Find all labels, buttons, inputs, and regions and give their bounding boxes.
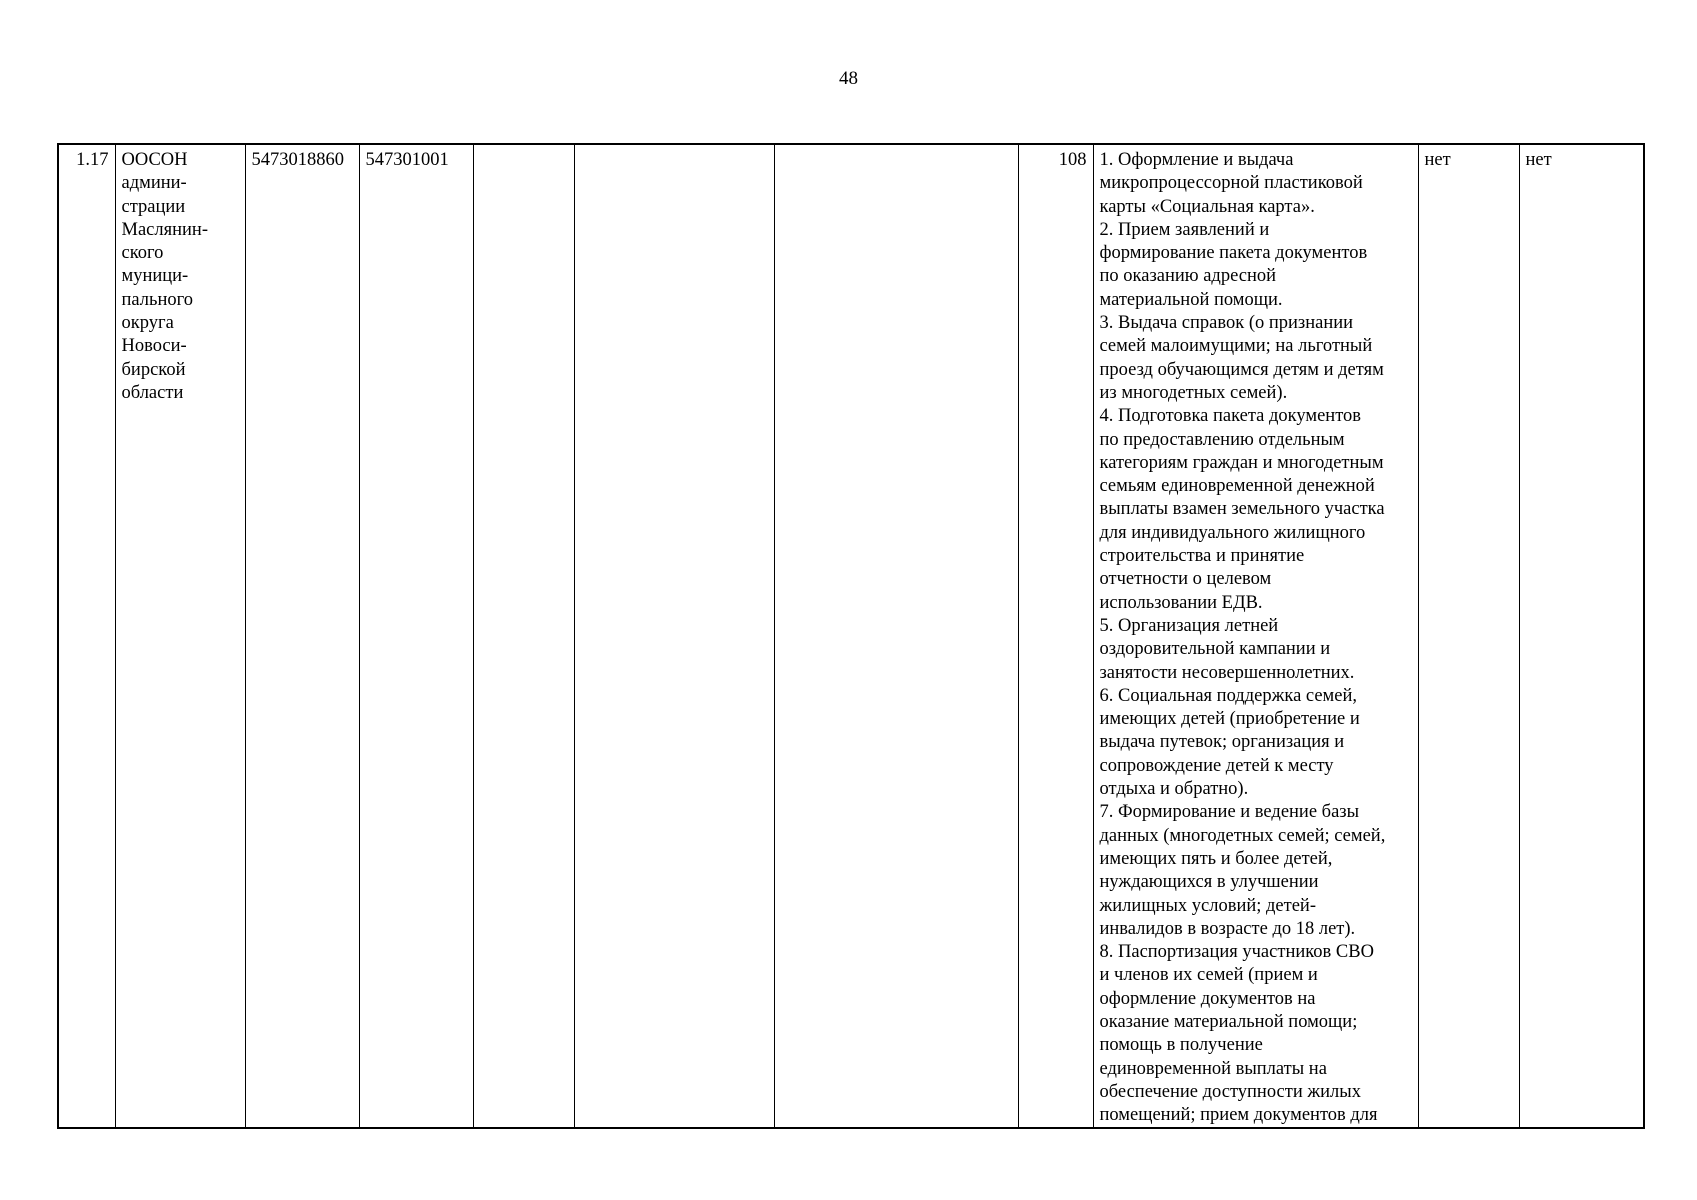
service-line: по предоставлению отдельным: [1099, 429, 1345, 450]
service-line: проезд обучающимся детям и детям: [1099, 359, 1384, 380]
table-row: [58, 144, 1644, 1128]
service-line: семей малоимущими; на льготный: [1099, 336, 1373, 357]
service-line: по оказанию адресной: [1099, 266, 1277, 287]
service-line: материальной помощи.: [1099, 289, 1283, 310]
organization-line: ского: [121, 243, 164, 264]
service-line: помощь в получение: [1099, 1035, 1263, 1056]
service-line: 5. Организация летней: [1099, 615, 1279, 636]
service-line: 7. Формирование и ведение базы: [1099, 802, 1360, 823]
empty-cell-5: [473, 144, 574, 1128]
organization-line: страции: [121, 196, 186, 217]
service-line: микропроцессорной пластиковой: [1099, 173, 1363, 194]
service-line: отдыха и обратно).: [1099, 779, 1249, 800]
organization-line: Маслянин-: [121, 219, 208, 240]
organization-line: Новоси-: [121, 336, 187, 357]
organization-line: области: [121, 382, 184, 403]
service-line: имеющих детей (приобретение и: [1099, 709, 1360, 730]
services-cell: [1093, 144, 1418, 1128]
service-line: использовании ЕДВ.: [1099, 592, 1263, 613]
service-line: и членов их семей (прием и: [1099, 965, 1318, 986]
service-line: жилищных условий; детей-: [1099, 895, 1316, 916]
organization-cell: [115, 144, 245, 1128]
organization-line: бирской: [121, 359, 186, 380]
service-line: помещений; прием документов для: [1099, 1105, 1378, 1126]
organization-line: муници-: [121, 266, 189, 287]
registry-table: [57, 143, 1645, 1129]
service-line: карты «Социальная карта».: [1099, 196, 1315, 217]
service-line: занятости несовершеннолетних.: [1099, 662, 1355, 683]
service-line: из многодетных семей).: [1099, 382, 1288, 403]
service-line: семьям единовременной денежной: [1099, 476, 1375, 497]
row-number-cell: 1.17: [58, 144, 115, 1128]
service-line: строительства и принятие: [1099, 546, 1305, 567]
service-line: отчетности о целевом: [1099, 569, 1272, 590]
service-line: единовременной выплаты на: [1099, 1058, 1327, 1079]
service-line: данных (многодетных семей; семей,: [1099, 825, 1386, 846]
organization-line: округа: [121, 313, 174, 334]
empty-cell-6: [574, 144, 774, 1128]
page-number: 48: [839, 68, 858, 89]
service-line: выплаты взамен земельного участка: [1099, 499, 1385, 520]
organization-line: админи-: [121, 173, 187, 194]
kpp-cell: 547301001: [359, 144, 473, 1128]
service-line: 4. Подготовка пакета документов: [1099, 406, 1362, 427]
service-line: инвалидов в возрасте до 18 лет).: [1099, 918, 1356, 939]
service-line: нуждающихся в улучшении: [1099, 872, 1319, 893]
service-line: оказание материальной помощи;: [1099, 1011, 1358, 1032]
service-line: выдача путевок; организация и: [1099, 732, 1345, 753]
service-line: для индивидуального жилищного: [1099, 522, 1366, 543]
service-line: 2. Прием заявлений и: [1099, 219, 1270, 240]
cell-11: нет: [1519, 144, 1644, 1128]
service-line: формирование пакета документов: [1099, 243, 1368, 264]
service-line: сопровождение детей к месту: [1099, 755, 1334, 776]
service-line: оформление документов на: [1099, 988, 1316, 1009]
service-line: 6. Социальная поддержка семей,: [1099, 685, 1358, 706]
count-cell: 108: [1018, 144, 1093, 1128]
service-line: 3. Выдача справок (о признании: [1099, 313, 1354, 334]
service-line: категориям граждан и многодетным: [1099, 452, 1384, 473]
empty-cell-7: [774, 144, 1018, 1128]
organization-line: ООСОН: [121, 150, 188, 170]
service-line: 8. Паспортизация участников СВО: [1099, 942, 1374, 963]
service-line: оздоровительной кампании и: [1099, 639, 1331, 660]
cell-10: нет: [1418, 144, 1519, 1128]
organization-line: пального: [121, 289, 193, 310]
service-line: обеспечение доступности жилых: [1099, 1081, 1361, 1102]
inn-cell: 5473018860: [245, 144, 359, 1128]
service-line: 1. Оформление и выдача: [1099, 150, 1294, 170]
service-line: имеющих пять и более детей,: [1099, 848, 1333, 869]
